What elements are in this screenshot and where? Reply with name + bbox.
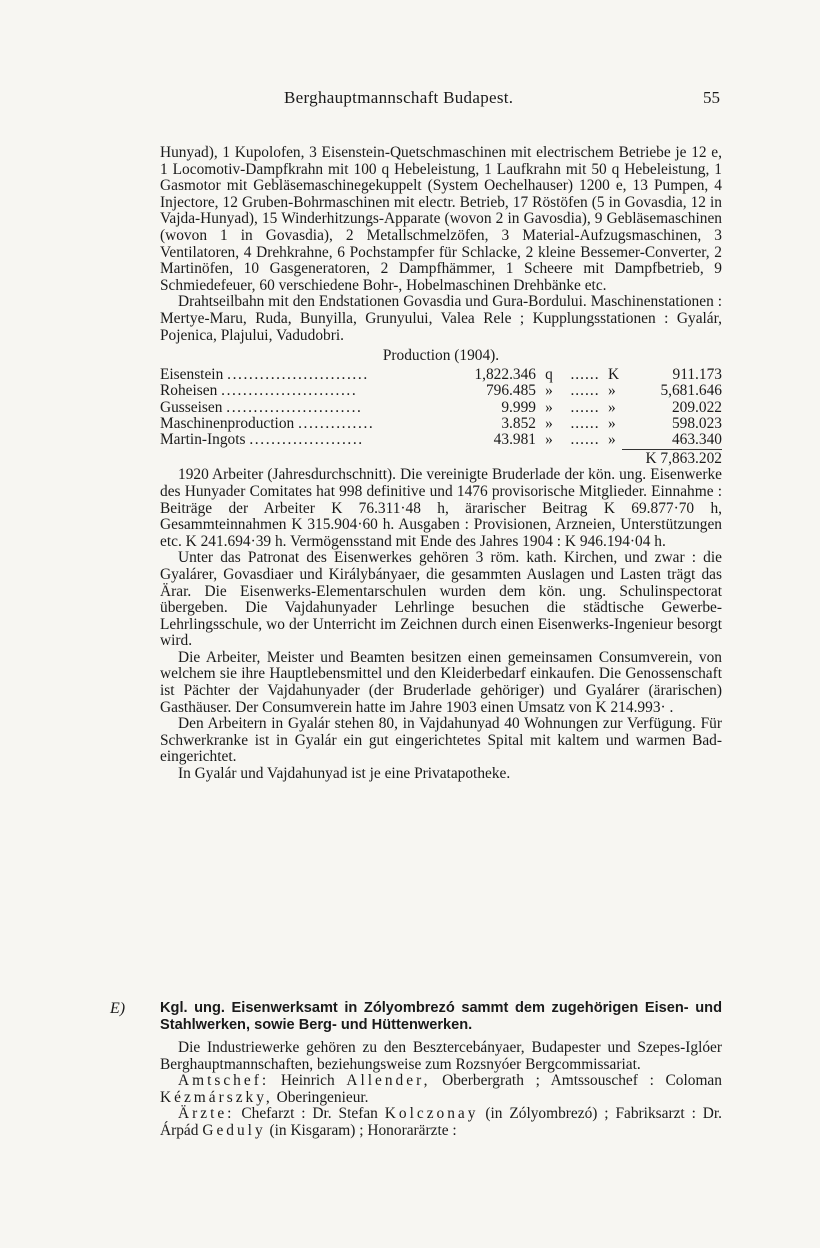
section-heading	[110, 1000, 722, 1034]
staff-label: Amtschef:	[178, 1072, 270, 1090]
row-quantity: 3.852	[501, 414, 536, 432]
row-value: 209.022	[671, 398, 722, 416]
row-value: 911.173	[672, 365, 722, 383]
row-quantity: 43.981	[493, 431, 536, 449]
paragraph-housing: Den Arbeitern in Gyalár stehen 80, in Vajdahunyad 40 Wohnungen zur Verfügung. Für Schwerkranke ist in Gyalár ein gut eingerichtetes Spital mit kaltem und warmen Bad-eingerichtet.	[160, 715, 722, 766]
main-text	[160, 145, 722, 783]
row-quantity: 9.999	[501, 398, 536, 416]
row-value: 463.340	[671, 431, 722, 449]
row-quantity: 796.485	[485, 382, 536, 400]
row-currency: »	[608, 431, 616, 449]
row-currency: »	[608, 414, 616, 432]
staff-text: Oberbergrath ; Amtssouschef : Coloman	[442, 1072, 722, 1090]
row-currency: »	[608, 382, 616, 400]
row-label: Eisenstein	[160, 365, 224, 383]
staff-text: Heinrich	[280, 1072, 335, 1090]
production-table	[160, 367, 722, 449]
row-label: Maschinenproduction	[160, 414, 295, 432]
paragraph-industrial: Die Industriewerke gehören zu den Besztercebányaer, Budapester und Szepes-Iglóer Berghauptmannschaften, beziehungsweise zum Rozsnyóer Bergcommissariat.	[160, 1039, 722, 1073]
table-row: Roheisen ......................... 796.485 » ...... » 5,681.646	[160, 382, 722, 400]
doctors-text: (in Kisgaram) ; Honorarärzte :	[269, 1121, 457, 1139]
paragraph-cableway: Drahtseilbahn mit den Endstationen Govasdia und Gura-Bordului. Maschinenstationen : Mertye-Maru, Ruda, Bunyilla, Grunyului, Valea Rele ; Kupplungsstationen : Gyalár, Pojenica, Plajului, Vadudobri.	[160, 293, 722, 344]
staff-name: Allender,	[346, 1072, 431, 1090]
paragraph-staff	[160, 1073, 722, 1106]
row-unit: »	[545, 414, 553, 432]
row-value: 5,681.646	[660, 382, 722, 400]
production-title: Production (1904).	[382, 347, 500, 365]
doctors-text: Chefarzt : Dr. Stefan	[241, 1105, 378, 1123]
paragraph-workers: 1920 Arbeiter (Jahresdurchschnitt). Die vereinigte Bruderlade der kön. ung. Eisenwerke des Hunyader Comitates hat 998 definitive und 1476 provisorische Mitglieder. Einnahme : Beiträge der Arbeiter K 76.311·48 h, ärarischer Beitrag K 69.877·70 h, Gesammteinnahmen K 315.904·60 h. Ausgaben : Provisionen, Arzneien, Unterstützungen etc. K 241.694·39 h. Vermögensstand mit Ende des Jahres 1904 : K 946.194·04 h.	[160, 466, 722, 550]
row-label: Martin-Ingots	[160, 431, 246, 449]
section-letter: E)	[110, 1000, 126, 1017]
row-label: Roheisen	[160, 382, 218, 400]
doctor-name: Kolczonay	[384, 1105, 479, 1123]
table-row: Eisenstein .......................... 1,822.346 q ...... K 911.173	[160, 365, 722, 383]
running-title: Berghauptmannschaft Budapest.	[284, 88, 514, 107]
paragraph-patronage: Unter das Patronat des Eisenwerkes gehören 3 röm. kath. Kirchen, und zwar : die Gyalárer, Govasdiaer und Királybányaer, die gesammten Auslagen und Lasten trägt das Ärar. Die Eisenwerks-Elementarschulen wurden dem kön. ung. Schulinspectorat übergeben. Die Vajdahunyader Lehrlinge besuchen die städtische Gewerbe-Lehrlingsschule, wo der Unterricht im Zeichnen durch einen Eisenwerks-Ingenieur besorgt wird.	[160, 549, 722, 650]
table-row: Gusseisen ......................... 9.999 » ...... » 209.022	[160, 398, 722, 416]
row-value: 598.023	[671, 414, 722, 432]
row-unit: »	[545, 398, 553, 416]
paragraph-machines: Hunyad), 1 Kupolofen, 3 Eisenstein-Quetschmaschinen mit electrischem Betriebe je 12 e, 1 Locomotiv-Dampfkrahn mit 100 q Hebeleistung, 1 Laufkrahn mit 50 q Hebeleistung, 1 Gasmotor mit Gebläsemaschinegekuppelt (System Oechelhauser) 1200 e, 13 Pumpen, 4 Injectore, 12 Gruben-Bohrmaschinen mit electr. Betrieb, 17 Röstöfen (5 in Govasdia, 12 in Vajda-Hunyad), 15 Winderhitzungs-Apparate (wovon 2 in Gavosdia), 9 Gebläsemaschinen (wovon 1 in Govasdia), 2 Metallschmelzöfen, 3 Material-Aufzugsmaschinen, 3 Ventilatoren, 4 Drehkrahne, 6 Pochstampfer für Schlacke, 2 kleine Bessemer-Converter, 2 Martinöfen, 10 Gasgeneratoren, 2 Dampfhämmer, 1 Scheere mit Dampfbetrieb, 9 Schmiedefeuer, 60 verschiedene Bohr-, Hobelmaschinen Drehbänke etc.	[160, 144, 722, 294]
row-quantity: 1,822.346	[474, 365, 536, 383]
row-unit: q	[545, 365, 553, 383]
doctor-name: Gedulу	[202, 1121, 266, 1139]
page-header	[160, 88, 720, 112]
production-total: K 7,863.202	[622, 449, 722, 468]
doctors-label: Ärzte:	[178, 1105, 235, 1123]
table-row: Martin-Ingots ..................... 43.981 » ...... » 463.340	[160, 431, 722, 449]
section-title: Kgl. ung. Eisenwerksamt in Zólyombrezó sammt dem zugehörigen Eisen- und Stahlwerken, sowie Berg- und Hüttenwerken.	[160, 1000, 722, 1033]
staff-text: Oberingenieur.	[276, 1088, 369, 1106]
paragraph-consumverein: Die Arbeiter, Meister und Beamten besitzen einen gemeinsamen Consumverein, von welchem sie ihre Hauptlebensmittel und den Kleiderbedarf einkaufen. Die Genossenschaft ist Pächter der Vajdahunyader (der Bruderlade gehöriger) und Gyalárer (ärarischen) Gasthäuser. Der Consumverein hatte im Jahre 1903 einen Umsatz von K 214.993· .	[160, 648, 722, 716]
page-number: 55	[703, 88, 720, 107]
doctors-text: (in Zólyombrezó) ; Fabriksarzt : Dr. Árpád	[160, 1105, 722, 1139]
row-currency: »	[608, 398, 616, 416]
row-unit: »	[545, 431, 553, 449]
row-label: Gusseisen	[160, 398, 223, 416]
section-text	[160, 1040, 722, 1140]
row-unit: »	[545, 382, 553, 400]
paragraph-doctors	[160, 1106, 722, 1139]
row-currency: K	[608, 365, 620, 383]
paragraph-pharmacy: In Gyalár und Vajdahunyad ist je eine Privatapotheke.	[178, 765, 511, 783]
table-row: Maschinenproduction .............. 3.852 » ...... » 598.023	[160, 414, 722, 432]
staff-name: Kézmárszky,	[160, 1088, 273, 1106]
